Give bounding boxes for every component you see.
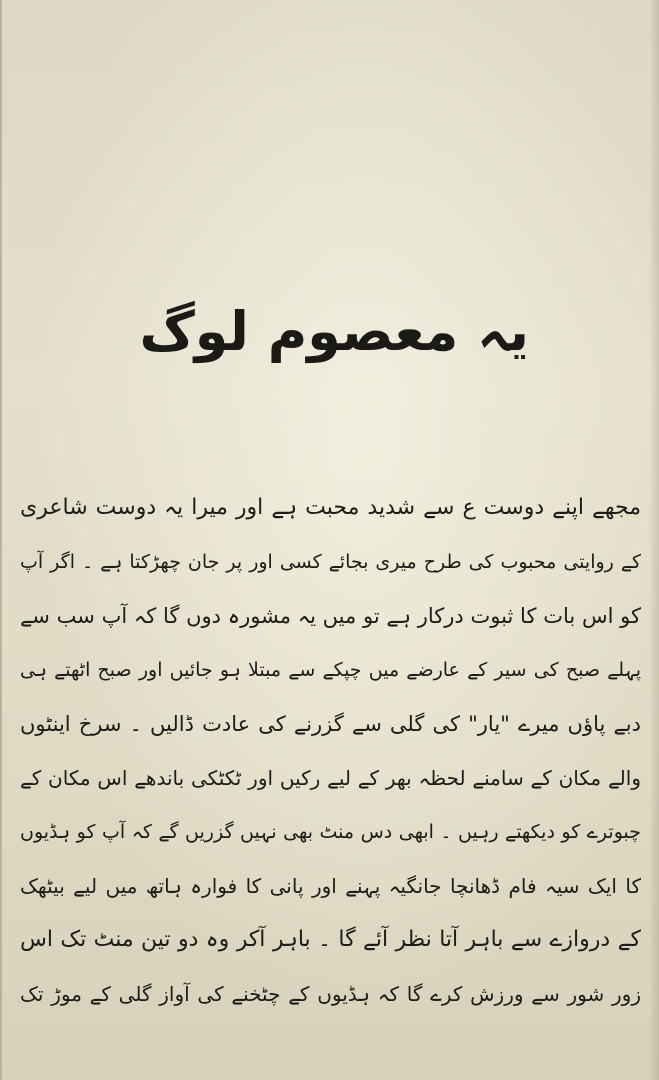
- text-line: مجھے اپنے دوست ع سے شدید محبت ہے اور میرا یہ دوست شاعری: [20, 495, 641, 520]
- text-line: پہلے صبح کی سیر کے عارضے میں چپکے سے مبتلا ہو جائیں اور صبح اٹھتے ہی: [20, 659, 641, 681]
- text-line: والے مکان کے سامنے لحظہ بھر کے لیے رکیں اور ٹکٹکی باندھے اس مکان کے: [20, 766, 641, 790]
- page-edge-shadow: [649, 0, 659, 1080]
- body-paragraph: [20, 488, 641, 1028]
- text-line: کے دروازے سے باہر آتا نظر آئے گا ۔ باہر آکر وہ دو تین منٹ تک اس: [20, 927, 641, 952]
- text-line: کے روایتی محبوب کی طرح میری بجائے کسی اور پر جان چھڑکتا ہے ۔ اگر آپ: [20, 551, 641, 573]
- text-line: چبوترے کو دیکھتے رہیں ۔ ابھی دس منٹ بھی نہیں گزریں گے کہ آپ کو ہڈیوں: [20, 821, 641, 843]
- text-line: زور شور سے ورزش کرے گا کہ ہڈیوں کے چٹخنے کی آواز گلی کے موڑ تک: [20, 982, 641, 1006]
- text-line: دبے پاؤں میرے "یار" کی گلی سے گزرنے کی عادت ڈالیں ۔ سرخ اینٹوں: [20, 712, 641, 736]
- chapter-title: یہ معصوم لوگ: [139, 300, 529, 363]
- text-line: کا ایک سیہ فام ڈھانچا جانگیہ پہنے اور پانی کا فوارہ ہاتھ میں لیے بیٹھک: [20, 874, 641, 898]
- text-line: کو اس بات کا ثبوت درکار ہے تو میں یہ مشورہ دوں گا کہ آپ سب سے: [20, 604, 641, 628]
